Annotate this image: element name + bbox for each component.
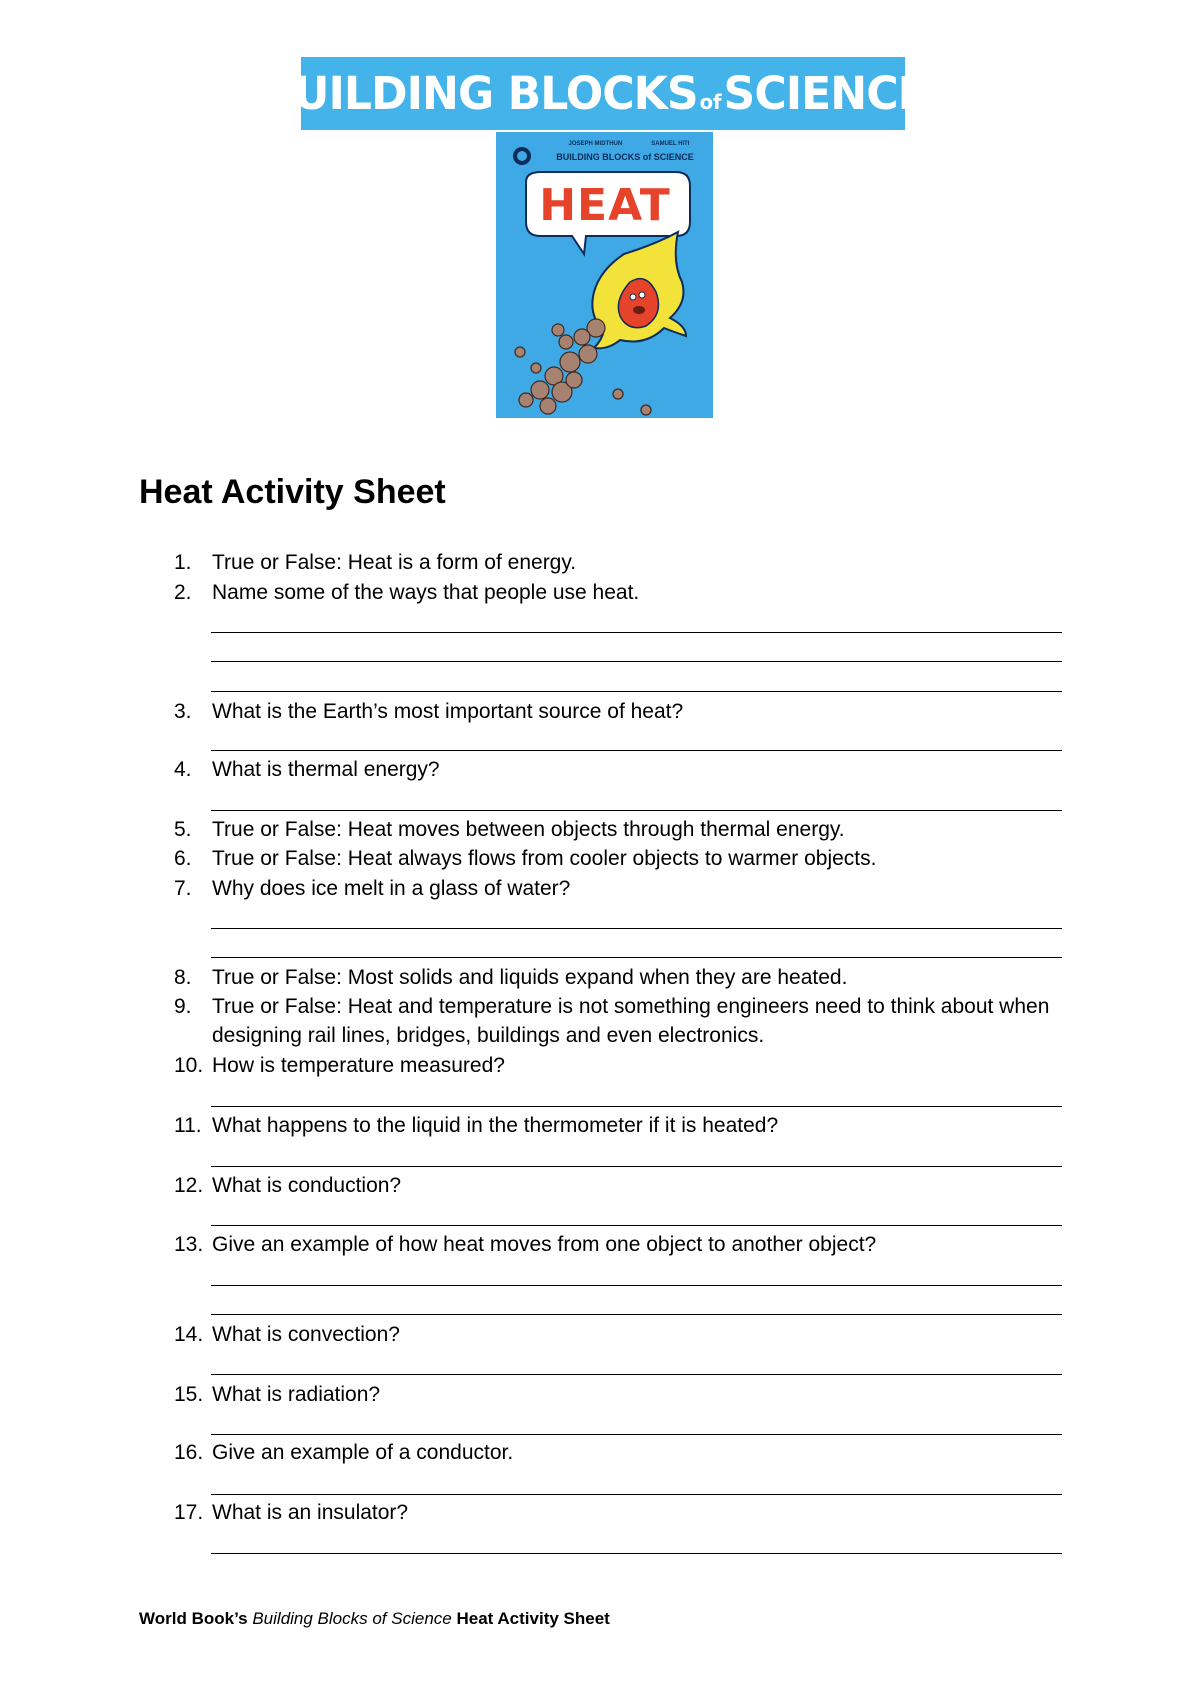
answer-line[interactable] (211, 1166, 1062, 1167)
question-7: 7. Why does ice melt in a glass of water? (174, 877, 571, 900)
question-17: 17. What is an insulator? (174, 1501, 409, 1524)
question-3: 3. What is the Earth’s most important source of heat? (174, 700, 684, 723)
question-14: 14. What is convection? (174, 1323, 400, 1346)
cover-authors: JOSEPH MIDTHUN SAMUEL HITI (568, 141, 690, 147)
answer-line[interactable] (211, 928, 1062, 929)
answer-line[interactable] (211, 1285, 1062, 1286)
answer-line[interactable] (211, 632, 1062, 633)
question-4: 4. What is thermal energy? (174, 758, 440, 781)
answer-line[interactable] (211, 957, 1062, 958)
banner-title: BUILDING BLOCKSofSCIENCE! (260, 67, 946, 120)
series-banner (260, 57, 946, 130)
cover-title: HEAT (539, 179, 671, 231)
question-13: 13. Give an example of how heat moves from one object to another object? (174, 1233, 877, 1256)
question-16: 16. Give an example of a conductor. (174, 1441, 514, 1464)
answer-line[interactable] (211, 810, 1062, 811)
publisher-logo-icon (512, 146, 532, 166)
question-6: 6. True or False: Heat always flows from cooler objects to warmer objects. (174, 847, 877, 870)
question-12: 12. What is conduction? (174, 1174, 402, 1197)
question-10: 10. How is temperature measured? (174, 1054, 505, 1077)
answer-line[interactable] (211, 1374, 1062, 1375)
answer-line[interactable] (211, 1494, 1062, 1495)
question-8: 8. True or False: Most solids and liquids expand when they are heated. (174, 966, 848, 989)
book-cover (496, 132, 713, 418)
answer-line[interactable] (211, 1314, 1062, 1315)
answer-line[interactable] (211, 691, 1062, 692)
question-15: 15. What is radiation? (174, 1383, 381, 1406)
answer-line[interactable] (211, 1553, 1062, 1554)
question-1: 1. True or False: Heat is a form of energy. (174, 551, 577, 574)
answer-line[interactable] (211, 750, 1062, 751)
page-footer: World Book’s Building Blocks of Science Heat Activity Sheet (139, 1609, 610, 1628)
question-2: 2. Name some of the ways that people use heat. (174, 581, 640, 604)
question-5: 5. True or False: Heat moves between objects through thermal energy. (174, 818, 845, 841)
question-9: 9. True or False: Heat and temperature is not something engineers need to think about when designing rail lines, bridges, buildings and even electronics. (174, 995, 1050, 1047)
answer-line[interactable] (211, 661, 1062, 662)
page-title: Heat Activity Sheet (139, 473, 446, 511)
answer-line[interactable] (211, 1106, 1062, 1107)
answer-line[interactable] (211, 1434, 1062, 1435)
cover-series: BUILDING BLOCKS of SCIENCE (556, 152, 694, 162)
answer-line[interactable] (211, 1225, 1062, 1226)
question-11: 11. What happens to the liquid in the thermometer if it is heated? (174, 1114, 779, 1137)
